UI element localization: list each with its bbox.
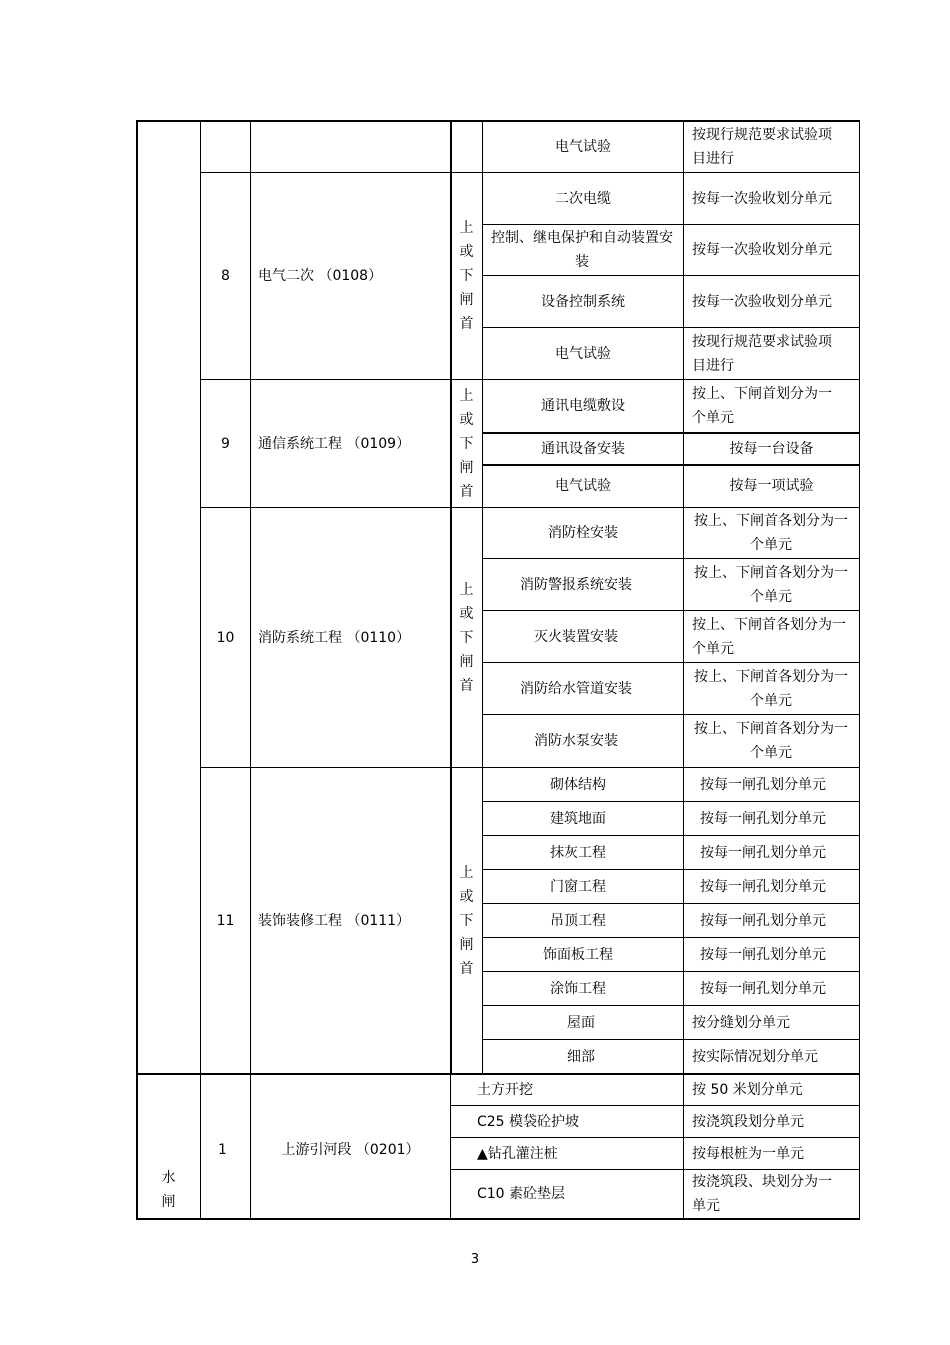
sub-item-cell: 电气试验 [555,138,611,155]
rule-cell: 按每一次验收划分单元 [692,242,832,258]
vertical-char: 或 [459,605,474,622]
vertical-char: 上 [459,220,474,236]
vertical-char: 闸 [459,292,474,308]
rule-cell: 按上、下闸首划分为一个单元 [692,386,832,426]
rule-cell: 按每一台设备 [729,440,814,457]
vertical-char: 闸 [459,936,474,953]
group-name: 装饰装修工程 （0111） [258,912,411,929]
col-divider-5 [683,120,684,1220]
vertical-char: 闸 [459,653,474,670]
rule-cell: 按 50 米划分单元 [692,1082,803,1098]
rule-cell: 按每一次验收划分单元 [692,293,832,310]
rule-cell: 按上、下闸首各划分为一个单元 [694,721,848,761]
vertical-char: 闸 [459,459,474,476]
vertical-char: 闸 [161,1194,176,1210]
group-number: 9 [221,435,230,452]
vertical-char: 水 [161,1170,176,1186]
sub-item-cell: 消防栓安装 [548,525,618,541]
rule-cell: 按浇筑段划分单元 [692,1113,804,1130]
sub-item-cell: 门窗工程 [550,878,606,895]
vertical-char: 上 [459,864,474,881]
rule-cell: 按上、下闸首各划分为一个单元 [694,564,848,605]
sub-item-cell: 饰面板工程 [543,946,613,963]
rule-cell: 按上、下闸首各划分为一个单元 [694,668,848,709]
sub-item-cell: 通讯电缆敷设 [541,398,625,414]
sub-item-cell: 涂饰工程 [550,980,606,997]
sub-item-cell: 抹灰工程 [550,844,606,861]
vertical-char: 下 [459,629,474,646]
vertical-char: 下 [459,268,474,284]
rule-cell: 按上、下闸首各划分为一个单元 [692,616,846,657]
rule-cell: 按分缝划分单元 [692,1014,790,1031]
rule-cell: 按每一闸孔划分单元 [700,912,826,929]
col-divider-3-lower [450,1074,451,1220]
sub-item-cell: 电气试验 [555,478,611,494]
rule-cell: 按每一次验收划分单元 [692,190,832,207]
sub-item-cell: 灭火装置安装 [534,628,618,645]
vertical-char: 首 [459,960,474,977]
rule-cell: 按每一闸孔划分单元 [700,878,826,895]
vertical-char: 下 [459,912,474,929]
group-number: 11 [216,912,235,929]
rule-cell: 按现行规范要求试验项目进行 [692,126,832,167]
table-left-border [136,120,138,1220]
vertical-char: 或 [459,244,474,260]
col-divider-2 [250,120,251,1220]
group-name: 电气二次 （0108） [258,268,383,284]
sub-item-cell: 建筑地面 [550,810,606,827]
group-name: 上游引河段 （0201） [281,1142,420,1158]
group-name: 通信系统工程 （0109） [258,435,411,452]
rule-cell: 按实际情况划分单元 [692,1048,818,1065]
sub-item-cell: 二次电缆 [555,190,611,207]
sub-item-cell: 电气试验 [555,345,611,362]
rule-cell: 按现行规范要求试验项目进行 [692,333,832,374]
location-vertical [451,508,482,767]
rule-cell: 按每一闸孔划分单元 [700,776,826,793]
vertical-char: 或 [459,888,474,905]
location-vertical [451,380,482,507]
sub-item-cell: 砌体结构 [550,776,606,793]
sub-item-cell: 设备控制系统 [541,293,625,310]
vertical-char: 下 [459,435,474,452]
sub-item-cell: 消防水泵安装 [534,733,618,749]
sub-item-cell: 吊顶工程 [550,912,606,929]
sub-item-cell: 细部 [567,1048,595,1065]
group-name: 消防系统工程 （0110） [258,629,411,646]
rule-cell: 按每一闸孔划分单元 [700,980,826,997]
sub-item-cell: 控制、继电保护和自动装置安装 [491,230,673,270]
sub-item-cell: 屋面 [567,1014,595,1031]
rule-cell: 按浇筑段、块划分为一单元 [692,1174,832,1214]
rule-cell: 按每一闸孔划分单元 [700,844,826,861]
vertical-char: 首 [459,483,474,500]
sub-item-cell: C25 模袋砼护坡 [477,1113,580,1130]
vertical-char: 上 [459,581,474,598]
rule-cell: 按每一闸孔划分单元 [700,946,826,963]
section-label [137,1160,200,1220]
location-vertical [451,173,482,379]
sub-item-cell: ▲钻孔灌注桩 [477,1145,558,1162]
vertical-char: 上 [459,387,474,404]
rule-cell: 按每一项试验 [729,478,814,494]
vertical-char: 首 [459,316,474,332]
group-number: 10 [216,629,235,646]
group-number: 8 [221,268,230,284]
location-vertical [451,768,482,1073]
group-number: 1 [218,1142,227,1158]
vertical-char: 首 [459,677,474,694]
table-right-border [859,120,860,1220]
rule-cell: 按上、下闸首各划分为一个单元 [694,513,848,553]
rule-cell: 按每根桩为一单元 [692,1145,804,1162]
rule-cell: 按每一闸孔划分单元 [700,810,826,827]
page-number: 3 [470,1252,480,1267]
sub-item-cell: C10 素砼垫层 [477,1186,566,1202]
sub-item-cell: 消防警报系统安装 [520,576,632,593]
sub-item-cell: 土方开挖 [477,1082,533,1098]
vertical-char: 或 [459,411,474,428]
sub-item-cell: 通讯设备安装 [541,440,625,457]
sub-item-cell: 消防给水管道安装 [520,680,632,697]
